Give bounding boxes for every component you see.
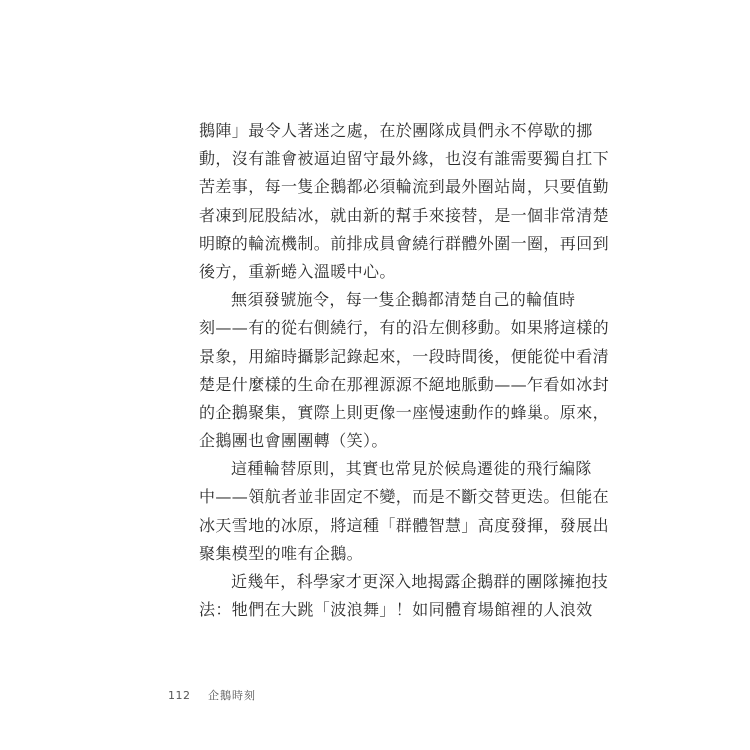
page-number: 112 bbox=[168, 688, 191, 702]
text-line: 近幾年，科學家才更深入地揭露企鵝群的團隊擁抱技 bbox=[231, 572, 609, 591]
running-title: 企鵝時刻 bbox=[208, 689, 256, 702]
text-line: 動，沒有誰會被逼迫留守最外緣，也沒有誰需要獨自扛下 bbox=[199, 149, 610, 169]
text-line: 楚是什麼樣的生命在那裡源源不絕地脈動——乍看如冰封 bbox=[199, 374, 610, 394]
text-line: 後方，重新蜷入溫暖中心。 bbox=[199, 261, 396, 281]
text-line: 明瞭的輪流機制。前排成員會繞行群體外圍一圈，再回到 bbox=[199, 233, 610, 253]
text-line: 無須發號施令，每一隻企鵝都清楚自己的輪值時 bbox=[231, 290, 576, 310]
body-text bbox=[199, 117, 610, 624]
text-line: 這種輪替原則，其實也常見於候鳥遷徙的飛行編隊 bbox=[231, 459, 592, 479]
text-line: 聚集模型的唯有企鵝。 bbox=[199, 543, 364, 563]
text-line: 景象，用縮時攝影記錄起來，一段時間後，便能從中看清 bbox=[199, 346, 610, 366]
page-footer bbox=[168, 687, 256, 703]
text-line: 企鵝團也會團團轉（笑）。 bbox=[199, 431, 388, 451]
text-line: 鵝陣」最令人著迷之處，在於團隊成員們永不停歇的挪 bbox=[199, 121, 593, 140]
text-line: 冰天雪地的冰原，將這種「群體智慧」高度發揮，發展出 bbox=[199, 515, 610, 535]
text-line: 者凍到屁股結冰，就由新的幫手來接替，是一個非常清楚 bbox=[199, 205, 610, 225]
text-line: 的企鵝聚集，實際上則更像一座慢速動作的蜂巢。原來， bbox=[199, 402, 610, 422]
text-line: 苦差事，每一隻企鵝都必須輪流到最外圈站崗，只要值勤 bbox=[199, 177, 610, 197]
text-line: 刻——有的從右側繞行，有的沿左側移動。如果將這樣的 bbox=[199, 318, 610, 338]
text-line: 中——領航者並非固定不變，而是不斷交替更迭。但能在 bbox=[199, 487, 610, 507]
text-line: 法：牠們在大跳「波浪舞」！如同體育場館裡的人浪效 bbox=[199, 600, 593, 620]
